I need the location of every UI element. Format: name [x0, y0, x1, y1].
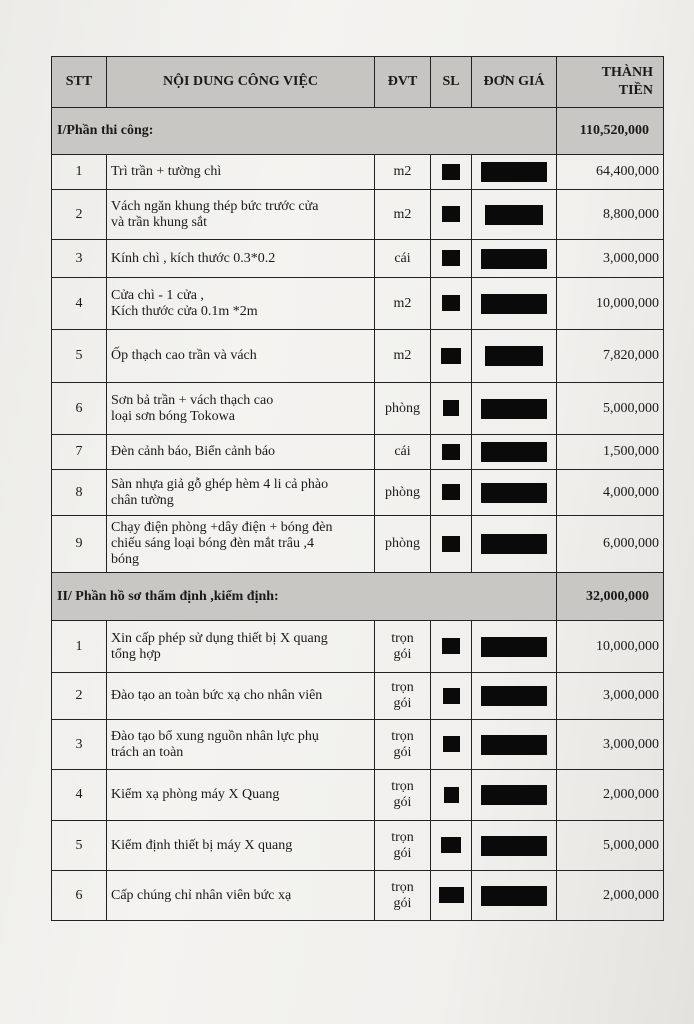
row-amount: 10,000,000 [557, 621, 664, 673]
redacted-qty [442, 638, 460, 654]
row-unit: cái [375, 240, 431, 278]
redacted-qty [442, 250, 460, 266]
row-description: Đèn cảnh báo, Biển cảnh báo [107, 435, 375, 470]
table-body [52, 108, 664, 921]
row-description: Chạy điện phòng +dây điện + bóng đèn chiếu sáng loại bóng đèn mắt trâu ,4 bóng [107, 516, 375, 573]
row-qty-cell [431, 621, 472, 673]
redacted-qty [439, 887, 464, 903]
row-qty-cell [431, 821, 472, 871]
row-amount: 8,800,000 [557, 190, 664, 240]
row-unit: trọn gói [375, 871, 431, 921]
row-unit: phòng [375, 383, 431, 435]
row-unit: m2 [375, 330, 431, 383]
redacted-qty [441, 837, 461, 853]
table-row [52, 240, 664, 278]
row-description: Sàn nhựa giả gỗ ghép hèm 4 li cả phào chân tường [107, 470, 375, 516]
row-description: Xin cấp phép sử dụng thiết bị X quang tổng hợp [107, 621, 375, 673]
redacted-unit-price [481, 785, 547, 805]
row-unit: trọn gói [375, 720, 431, 770]
row-description: Đào tạo an toàn bức xạ cho nhân viên [107, 673, 375, 720]
row-description: Cấp chúng chỉ nhân viên bức xạ [107, 871, 375, 921]
row-stt: 2 [52, 190, 107, 240]
row-unit: m2 [375, 278, 431, 330]
row-unit-price-cell [472, 383, 557, 435]
row-unit: trọn gói [375, 770, 431, 821]
table-row [52, 278, 664, 330]
row-qty-cell [431, 435, 472, 470]
row-stt: 1 [52, 621, 107, 673]
row-qty-cell [431, 190, 472, 240]
redacted-qty [444, 787, 459, 803]
row-unit-price-cell [472, 330, 557, 383]
redacted-unit-price [481, 637, 547, 657]
redacted-qty [442, 484, 460, 500]
row-qty-cell [431, 278, 472, 330]
row-stt: 1 [52, 155, 107, 190]
table-row [52, 770, 664, 821]
row-description: Kiểm định thiết bị máy X quang [107, 821, 375, 871]
redacted-unit-price [481, 886, 547, 906]
table-row [52, 330, 664, 383]
section-total: 32,000,000 [557, 573, 664, 621]
row-description: Ốp thạch cao trần và vách [107, 330, 375, 383]
row-unit-price-cell [472, 871, 557, 921]
row-amount: 3,000,000 [557, 720, 664, 770]
row-amount: 64,400,000 [557, 155, 664, 190]
row-unit-price-cell [472, 720, 557, 770]
section-title: II/ Phần hồ sơ thẩm định ,kiểm định: [52, 573, 557, 621]
table-row [52, 470, 664, 516]
row-qty-cell [431, 871, 472, 921]
row-qty-cell [431, 470, 472, 516]
redacted-qty [442, 295, 460, 311]
row-stt: 4 [52, 770, 107, 821]
redacted-unit-price [481, 249, 547, 269]
row-unit-price-cell [472, 821, 557, 871]
row-unit-price-cell [472, 621, 557, 673]
row-stt: 7 [52, 435, 107, 470]
redacted-qty [441, 348, 461, 364]
row-stt: 5 [52, 821, 107, 871]
row-amount: 2,000,000 [557, 871, 664, 921]
redacted-unit-price [481, 735, 547, 755]
row-stt: 8 [52, 470, 107, 516]
row-description: Kiểm xạ phòng máy X Quang [107, 770, 375, 821]
table-row [52, 435, 664, 470]
section-title: I/Phần thi công: [52, 108, 557, 155]
row-stt: 3 [52, 720, 107, 770]
row-unit: trọn gói [375, 821, 431, 871]
section-total: 110,520,000 [557, 108, 664, 155]
redacted-unit-price [481, 294, 547, 314]
row-description: Cửa chì - 1 cửa , Kích thước cửa 0.1m *2m [107, 278, 375, 330]
row-stt: 6 [52, 871, 107, 921]
row-unit: trọn gói [375, 673, 431, 720]
section-row [52, 573, 664, 621]
table-row [52, 673, 664, 720]
row-amount: 1,500,000 [557, 435, 664, 470]
redacted-unit-price [485, 205, 543, 225]
row-amount: 3,000,000 [557, 673, 664, 720]
redacted-qty [442, 536, 460, 552]
redacted-qty [442, 206, 460, 222]
row-description: Kính chì , kích thước 0.3*0.2 [107, 240, 375, 278]
row-qty-cell [431, 770, 472, 821]
row-qty-cell [431, 516, 472, 573]
table-row [52, 155, 664, 190]
redacted-unit-price [481, 483, 547, 503]
row-unit-price-cell [472, 673, 557, 720]
table-row [52, 821, 664, 871]
table-row [52, 621, 664, 673]
table-row [52, 871, 664, 921]
redacted-qty [443, 736, 460, 752]
row-stt: 9 [52, 516, 107, 573]
row-unit-price-cell [472, 516, 557, 573]
row-stt: 4 [52, 278, 107, 330]
table-row [52, 190, 664, 240]
table-row [52, 720, 664, 770]
row-unit: m2 [375, 155, 431, 190]
row-unit-price-cell [472, 190, 557, 240]
row-unit-price-cell [472, 770, 557, 821]
header-qty: SL [431, 57, 472, 108]
quotation-table [51, 56, 664, 921]
row-amount: 3,000,000 [557, 240, 664, 278]
row-unit: trọn gói [375, 621, 431, 673]
header-unit: ĐVT [375, 57, 431, 108]
header-content: NỘI DUNG CÔNG VIỆC [107, 57, 375, 108]
redacted-qty [442, 164, 460, 180]
table-row [52, 383, 664, 435]
redacted-qty [443, 688, 460, 704]
row-unit: phòng [375, 470, 431, 516]
redacted-unit-price [481, 162, 547, 182]
row-qty-cell [431, 155, 472, 190]
row-unit-price-cell [472, 155, 557, 190]
row-description: Đào tạo bổ xung nguồn nhân lực phụ trách an toàn [107, 720, 375, 770]
redacted-unit-price [481, 399, 547, 419]
row-stt: 2 [52, 673, 107, 720]
row-qty-cell [431, 330, 472, 383]
row-unit: phòng [375, 516, 431, 573]
row-amount: 5,000,000 [557, 821, 664, 871]
row-description: Vách ngăn khung thép bức trước cửa và trần khung sắt [107, 190, 375, 240]
redacted-unit-price [481, 836, 547, 856]
table-row [52, 516, 664, 573]
header-row [52, 57, 664, 108]
redacted-unit-price [485, 346, 543, 366]
header-stt: STT [52, 57, 107, 108]
row-stt: 5 [52, 330, 107, 383]
row-amount: 4,000,000 [557, 470, 664, 516]
header-unit-price: ĐƠN GIÁ [472, 57, 557, 108]
row-qty-cell [431, 673, 472, 720]
redacted-unit-price [481, 686, 547, 706]
row-unit-price-cell [472, 278, 557, 330]
section-row [52, 108, 664, 155]
row-qty-cell [431, 720, 472, 770]
row-description: Sơn bả trần + vách thạch cao loại sơn bóng Tokowa [107, 383, 375, 435]
row-amount: 7,820,000 [557, 330, 664, 383]
row-amount: 10,000,000 [557, 278, 664, 330]
redacted-qty [443, 400, 459, 416]
row-stt: 3 [52, 240, 107, 278]
redacted-qty [442, 444, 460, 460]
redacted-unit-price [481, 534, 547, 554]
row-amount: 6,000,000 [557, 516, 664, 573]
row-stt: 6 [52, 383, 107, 435]
header-total: THÀNH TIỀN [557, 57, 664, 108]
row-unit-price-cell [472, 240, 557, 278]
row-amount: 5,000,000 [557, 383, 664, 435]
row-qty-cell [431, 240, 472, 278]
row-unit-price-cell [472, 435, 557, 470]
redacted-unit-price [481, 442, 547, 462]
row-amount: 2,000,000 [557, 770, 664, 821]
row-unit: cái [375, 435, 431, 470]
row-description: Trì trần + tường chì [107, 155, 375, 190]
row-unit: m2 [375, 190, 431, 240]
row-unit-price-cell [472, 470, 557, 516]
row-qty-cell [431, 383, 472, 435]
